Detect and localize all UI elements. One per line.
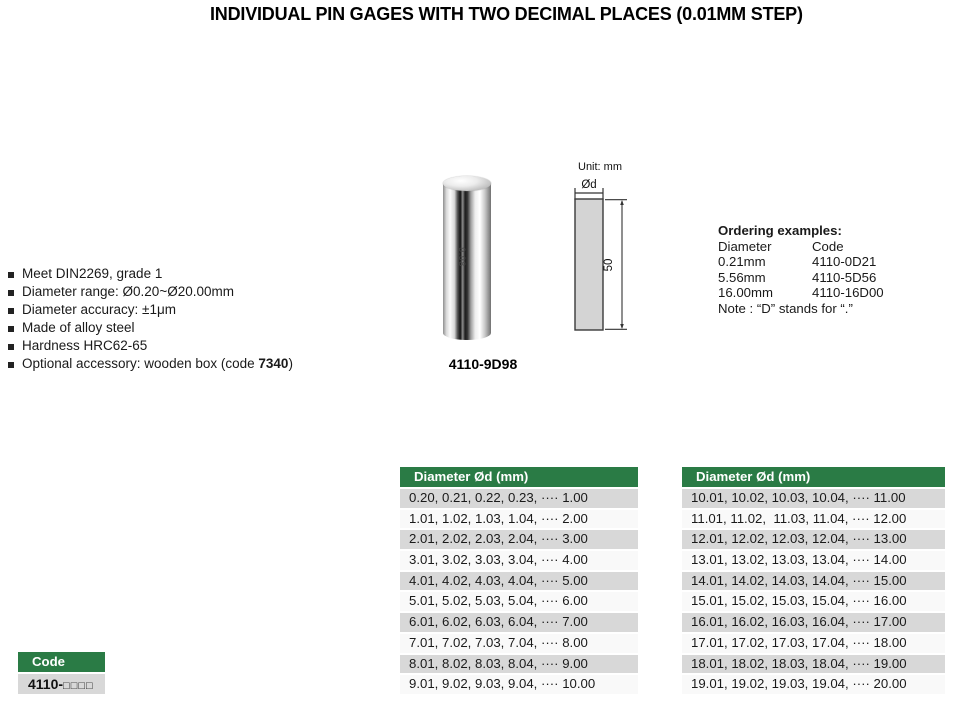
ordering-code: 4110-5D56 (812, 269, 877, 285)
table-row: 14.01, 14.02, 14.03, 14.04, ···· 15.00 (682, 572, 945, 591)
pin-gage-photo (443, 183, 491, 340)
bullet-square-icon (8, 326, 14, 332)
table-header: Diameter Ød (mm) (400, 467, 638, 487)
feature-text: Diameter range: Ø0.20~Ø20.00mm (22, 284, 234, 299)
code-prefix: 4110- (28, 676, 64, 692)
code-placeholder-squares: □□□□ (63, 680, 94, 692)
pin-gage-top-face (443, 176, 491, 191)
table-row: 13.01, 13.02, 13.03, 13.04, ···· 14.00 (682, 551, 945, 570)
feature-item (8, 302, 293, 320)
feature-text: Optional accessory: wooden box (code 7340) (22, 356, 293, 371)
table-row: 0.20, 0.21, 0.22, 0.23, ···· 1.00 (400, 489, 638, 508)
ordering-heading: Ordering examples: (718, 223, 842, 238)
ordering-row (718, 254, 884, 270)
ordering-examples (718, 223, 884, 317)
feature-text: Hardness HRC62-65 (22, 338, 148, 353)
ordering-header-row (718, 239, 884, 255)
bullet-square-icon (8, 272, 14, 278)
ordering-diameter: 16.00mm (718, 285, 773, 301)
table-row: 15.01, 15.02, 15.03, 15.04, ···· 16.00 (682, 592, 945, 611)
code-block (18, 652, 105, 694)
code-header: Code (18, 652, 105, 672)
product-code-label: 4110-9D98 (448, 356, 518, 372)
feature-item (8, 356, 293, 374)
bullet-square-icon (8, 362, 14, 368)
bullet-square-icon (8, 308, 14, 314)
code-pattern (18, 674, 105, 694)
ordering-col1-header: Diameter (718, 238, 772, 254)
feature-text: Meet DIN2269, grade 1 (22, 266, 163, 281)
ordering-row (718, 270, 884, 286)
table-row: 16.01, 16.02, 16.03, 16.04, ···· 17.00 (682, 613, 945, 632)
table-row: 18.01, 18.02, 18.03, 18.04, ···· 19.00 (682, 655, 945, 674)
page-title: INDIVIDUAL PIN GAGES WITH TWO DECIMAL PLACES (0.01MM STEP) (210, 4, 803, 24)
ordering-note: Note : “D” stands for “.” (718, 300, 853, 316)
table-row: 9.01, 9.02, 9.03, 9.04, ···· 10.00 (400, 675, 638, 694)
feature-text: Diameter accuracy: ±1μm (22, 302, 176, 317)
bullet-square-icon (8, 290, 14, 296)
table-row: 7.01, 7.02, 7.03, 7.04, ···· 8.00 (400, 634, 638, 653)
ordering-col2-header: Code (812, 238, 844, 254)
feature-item (8, 320, 293, 338)
feature-list (8, 266, 293, 374)
accessory-code: 7340 (258, 356, 289, 371)
table-row: 8.01, 8.02, 8.03, 8.04, ···· 9.00 (400, 655, 638, 674)
table-row: 2.01, 2.02, 2.03, 2.04, ···· 3.00 (400, 530, 638, 549)
feature-item (8, 284, 293, 302)
table-row: 17.01, 17.02, 17.03, 17.04, ···· 18.00 (682, 634, 945, 653)
table-header: Diameter Ød (mm) (682, 467, 945, 487)
arrow-up-icon (620, 200, 624, 205)
table-row: 6.01, 6.02, 6.03, 6.04, ···· 7.00 (400, 613, 638, 632)
feature-item (8, 266, 293, 284)
ordering-diameter: 0.21mm (718, 254, 766, 270)
ordering-code: 4110-0D21 (812, 254, 877, 270)
bullet-square-icon (8, 344, 14, 350)
arrow-down-icon (620, 324, 624, 329)
table-row: 1.01, 1.02, 1.03, 1.04, ···· 2.00 (400, 510, 638, 529)
table-row: 19.01, 19.02, 19.03, 19.04, ···· 20.00 (682, 675, 945, 694)
diameter-table-2 (682, 467, 945, 696)
pin-profile-rect (575, 199, 603, 330)
table-row: 3.01, 3.02, 3.03, 3.04, ···· 4.00 (400, 551, 638, 570)
ordering-code: 4110-16D00 (812, 285, 884, 301)
pin-marking-text: 9.98 (456, 247, 467, 267)
length-dim-label: 50 (603, 258, 615, 272)
feature-item (8, 338, 293, 356)
table-row: 11.01, 11.02, 11.03, 11.04, ···· 12.00 (682, 510, 945, 529)
table-row: 12.01, 12.02, 12.03, 12.04, ···· 13.00 (682, 530, 945, 549)
ordering-row (718, 285, 884, 301)
diameter-table-1 (400, 467, 638, 696)
unit-label: Unit: mm (578, 161, 622, 173)
table-row: 10.01, 10.02, 10.03, 10.04, ···· 11.00 (682, 489, 945, 508)
ordering-diameter: 5.56mm (718, 269, 766, 285)
diameter-dim-label: Ød (581, 179, 597, 191)
dimension-drawing (565, 155, 643, 347)
table-row: 4.01, 4.02, 4.03, 4.04, ···· 5.00 (400, 572, 638, 591)
feature-text: Made of alloy steel (22, 320, 135, 335)
table-row: 5.01, 5.02, 5.03, 5.04, ···· 6.00 (400, 592, 638, 611)
